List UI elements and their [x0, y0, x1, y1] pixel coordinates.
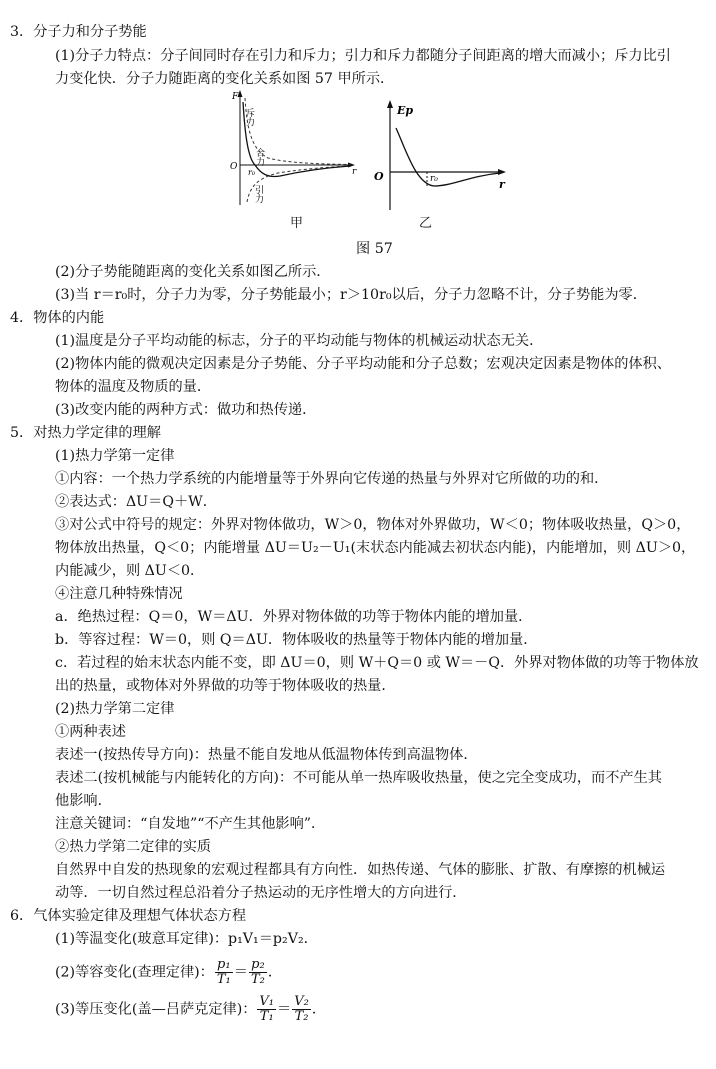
s3-paragraph-2: (2)分子势能随距离的变化关系如图乙所示． — [55, 264, 331, 280]
resultant-label: 合力 — [254, 148, 264, 166]
s3-paragraph-1-line-1: (1)分子力特点：分子间同时存在引力和斥力；引力和斥力都随分子间距离的增大而减小；斥力比引 — [55, 48, 671, 64]
potential-energy-graph — [372, 100, 512, 212]
case-isochoric: b．等容过程：W＝0，则 Q＝ΔU．物体吸收的热量等于物体内能的增加量． — [55, 632, 538, 648]
second-law-title: (2)热力学第二定律 — [55, 701, 175, 717]
gay-den-2: T₂ — [294, 1009, 309, 1024]
y-axis-arrow — [238, 90, 243, 97]
ep-x-axis-arrow — [498, 169, 506, 175]
charles-fraction-2 — [249, 958, 267, 987]
gay-label: (3)等压变化(盖—吕萨克定律)： — [55, 1001, 257, 1018]
sign-rules-line-3: 内能减少，则 ΔU＜0． — [55, 563, 205, 579]
s4-paragraph-3: (3)改变内能的两种方式：做功和热传递． — [55, 402, 317, 418]
gay-fraction-2 — [292, 995, 311, 1024]
boyle-law: (1)等温变化(玻意耳定律)：p₁V₁＝p₂V₂． — [55, 931, 318, 947]
gay-num-2: V₂ — [294, 994, 309, 1009]
attraction-label: 引力 — [253, 185, 263, 203]
first-law-title: (1)热力学第一定律 — [55, 448, 175, 464]
s4-paragraph-1: (1)温度是分子平均动能的标志，分子的平均动能与物体的机械运动状态无关． — [55, 333, 544, 349]
fig-b-caption: 乙 — [419, 216, 433, 231]
form-2-line-2: 他影响． — [55, 793, 112, 809]
two-forms-title: ①两种表述 — [55, 724, 126, 740]
s4-paragraph-2-line-1: (2)物体内能的微观决定因素是分子势能、分子平均动能和分子总数；宏观决定因素是物体的体积、 — [55, 356, 671, 372]
fig-b-axis-x-label: r — [499, 178, 505, 191]
charles-end: ． — [267, 964, 283, 981]
charles-num-1: p₁ — [215, 958, 233, 973]
repulsion-label: 斥力 — [244, 108, 254, 126]
form-2-line-1: 表述二(按机械能与内能转化的方向)：不可能从单一热库吸收热量，使之完全变成功，而不产生其 — [55, 770, 662, 786]
case-constant-energy-line-1: c．若过程的始末状态内能不变，即 ΔU＝0，则 W＋Q＝0 或 W＝－Q．外界对物体做的功等于物体放 — [55, 655, 699, 671]
potential-curve — [396, 128, 500, 186]
special-cases-title: ④注意几种特殊情况 — [55, 586, 183, 602]
sign-rules-line-2: 物体放出热量，Q＜0；内能增量 ΔU＝U₂－U₁(末状态内能减去初状态内能)，内能增加，则 ΔU＞0， — [55, 540, 696, 556]
charles-law — [55, 958, 282, 987]
fig-b-origin-label: O — [374, 170, 384, 183]
fig-a-axis-y-label: F — [232, 92, 239, 102]
section-5-heading: 5．对热力学定律的理解 — [10, 425, 161, 441]
first-law-content: ①内容：一个热力学系统的内能增量等于外界向它传递的热量与外界对它所做的功的和． — [55, 471, 609, 487]
charles-label: (2)等容变化(查理定律)： — [55, 964, 214, 981]
fig-b-axis-y-label: Ep — [397, 104, 414, 117]
charles-den-1: T₁ — [216, 972, 231, 987]
gay-lussac-law — [55, 995, 326, 1024]
section-6-heading: 6．气体实验定律及理想气体状态方程 — [10, 908, 247, 924]
first-law-expression: ②表达式：ΔU＝Q＋W． — [55, 494, 217, 510]
essence-line-2: 动等．一切自然过程总沿着分子热运动的无序性增大的方向进行． — [55, 885, 467, 901]
essence-title: ②热力学第二定律的实质 — [55, 839, 212, 855]
form-1: 表述一(按热传导方向)：热量不能自发地从低温物体传到高温物体． — [55, 747, 478, 763]
gay-num-1: V₁ — [259, 994, 275, 1009]
figure-57-caption: 图 57 — [356, 241, 393, 257]
ep-y-axis-arrow — [387, 100, 393, 108]
fig-b-r0-label: r₀ — [430, 174, 438, 184]
fig-a-origin-label: O — [230, 162, 238, 172]
gay-fraction-1 — [257, 995, 276, 1024]
gay-den-1: T₁ — [259, 1009, 274, 1024]
sign-rules-line-1: ③对公式中符号的规定：外界对物体做功，W＞0，物体对外界做功，W＜0；物体吸收热量，Q＞0， — [55, 517, 691, 533]
fig-a-caption: 甲 — [290, 216, 304, 231]
gay-end: ． — [311, 1001, 327, 1018]
case-constant-energy-line-2: 出的热量，或物体对外界做的功等于物体吸收的热量． — [55, 678, 396, 694]
s3-paragraph-1-line-2: 力变化快．分子力随距离的变化关系如图 57 甲所示． — [55, 71, 395, 87]
case-adiabatic: a．绝热过程：Q＝0，W＝ΔU．外界对物体做的功等于物体内能的增加量． — [55, 609, 533, 625]
charles-fraction-1 — [215, 958, 233, 987]
force-distance-graph — [228, 90, 358, 225]
gay-equals: ＝ — [277, 1001, 292, 1018]
section-3-heading: 3．分子力和分子势能 — [10, 24, 147, 40]
s4-paragraph-2-line-2: 物体的温度及物质的量． — [55, 379, 212, 395]
fig-a-r0-label: r₀ — [248, 168, 256, 177]
essence-line-1: 自然界中自发的热现象的宏观过程都具有方向性．如热传递、气体的膨胀、扩散、有摩擦的机械运 — [55, 862, 666, 878]
charles-den-2: T₂ — [250, 972, 265, 987]
fig-a-axis-x-label: r — [352, 167, 357, 177]
charles-equals: ＝ — [233, 964, 248, 981]
keywords-note: 注意关键词：“自发地”“不产生其他影响”． — [55, 816, 326, 832]
charles-num-2: p₂ — [249, 958, 267, 973]
section-4-heading: 4．物体的内能 — [10, 310, 105, 326]
s3-paragraph-3: (3)当 r＝r₀时，分子力为零，分子势能最小；r＞10r₀以后，分子力忽略不计，分子势能为零． — [55, 287, 647, 303]
